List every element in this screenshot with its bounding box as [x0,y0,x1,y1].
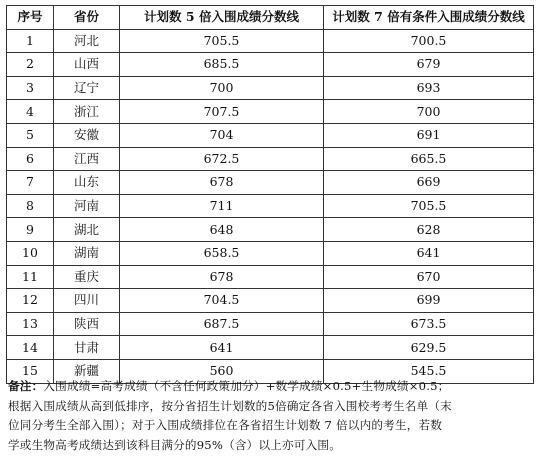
cell-province: 河南 [54,194,120,218]
cell-province: 安徽 [54,123,120,147]
cell-7x-cutoff: 629.5 [324,336,534,360]
cell-index: 14 [7,336,54,360]
cell-5x-cutoff: 672.5 [120,147,324,171]
note-line: 位同分考生全部入围）；对于入围成绩排位在各省招生计划数 7 倍以内的考生，若数 [8,418,443,433]
cell-province: 重庆 [54,265,120,289]
cell-province: 甘肃 [54,336,120,360]
cell-index: 12 [7,289,54,313]
cell-7x-cutoff: 699 [324,289,534,313]
table-row [7,336,534,360]
header-province: 省份 [54,6,120,30]
cell-5x-cutoff: 704 [120,123,324,147]
cell-7x-cutoff: 700.5 [324,29,534,53]
score-table-container [6,5,533,384]
cell-7x-cutoff: 673.5 [324,312,534,336]
cell-5x-cutoff: 641 [120,336,324,360]
header-7x-cutoff: 计划数 7 倍有条件入围成绩分数线 [324,6,534,30]
cell-7x-cutoff: 641 [324,241,534,265]
cell-province: 湖南 [54,241,120,265]
note-label: 备注： [8,379,44,393]
table-row [7,123,534,147]
note-line [8,377,532,397]
cell-province: 山西 [54,53,120,77]
cell-5x-cutoff: 705.5 [120,29,324,53]
cell-province: 山东 [54,171,120,195]
cell-index: 10 [7,241,54,265]
cell-index: 2 [7,53,54,77]
cell-5x-cutoff: 687.5 [120,312,324,336]
table-row [7,265,534,289]
cell-7x-cutoff: 628 [324,218,534,242]
cell-index: 7 [7,171,54,195]
cell-5x-cutoff: 678 [120,265,324,289]
cell-province: 河北 [54,29,120,53]
table-row [7,147,534,171]
cell-index: 6 [7,147,54,171]
header-5x-cutoff: 计划数 5 倍入围成绩分数线 [120,6,324,30]
cell-7x-cutoff: 693 [324,76,534,100]
cell-5x-cutoff: 704.5 [120,289,324,313]
cell-5x-cutoff: 648 [120,218,324,242]
cell-5x-cutoff: 560 [120,359,324,383]
cell-7x-cutoff: 691 [324,123,534,147]
cell-5x-cutoff: 707.5 [120,100,324,124]
cell-province: 四川 [54,289,120,313]
cell-7x-cutoff: 679 [324,53,534,77]
table-body [7,29,534,383]
cell-7x-cutoff: 669 [324,171,534,195]
table-header-row [7,6,534,30]
cell-7x-cutoff: 705.5 [324,194,534,218]
cell-5x-cutoff: 685.5 [120,53,324,77]
cell-index: 8 [7,194,54,218]
cell-7x-cutoff: 545.5 [324,359,534,383]
admission-score-table [6,5,534,384]
table-row [7,312,534,336]
cell-index: 4 [7,100,54,124]
cell-index: 13 [7,312,54,336]
table-row [7,289,534,313]
table-row [7,218,534,242]
table-row [7,241,534,265]
cell-index: 15 [7,359,54,383]
cell-7x-cutoff: 665.5 [324,147,534,171]
cell-5x-cutoff: 678 [120,171,324,195]
header-index: 序号 [7,6,54,30]
cell-province: 湖北 [54,218,120,242]
cell-index: 5 [7,123,54,147]
table-row [7,53,534,77]
cell-5x-cutoff: 711 [120,194,324,218]
cell-index: 9 [7,218,54,242]
cell-province: 江西 [54,147,120,171]
table-row [7,171,534,195]
note-text: 入围成绩=高考成绩（不含任何政策加分）+数学成绩×0.5+生物成绩×0.5； [43,379,450,393]
cell-index: 3 [7,76,54,100]
cell-7x-cutoff: 670 [324,265,534,289]
cell-index: 1 [7,29,54,53]
cell-5x-cutoff: 700 [120,76,324,100]
note-line: 根据入围成绩从高到低排序，按分省招生计划数的5倍确定各省入围校考考生名单（末 [8,398,452,413]
cell-province: 浙江 [54,100,120,124]
table-row [7,29,534,53]
cell-5x-cutoff: 658.5 [120,241,324,265]
cell-7x-cutoff: 700 [324,100,534,124]
table-row [7,194,534,218]
note-block [8,377,532,455]
table-row [7,76,534,100]
cell-province: 陕西 [54,312,120,336]
cell-index: 11 [7,265,54,289]
cell-province: 新疆 [54,359,120,383]
cell-province: 辽宁 [54,76,120,100]
table-row [7,100,534,124]
note-line: 学或生物高考成绩达到该科目满分的95%（含）以上亦可入围。 [8,437,342,452]
